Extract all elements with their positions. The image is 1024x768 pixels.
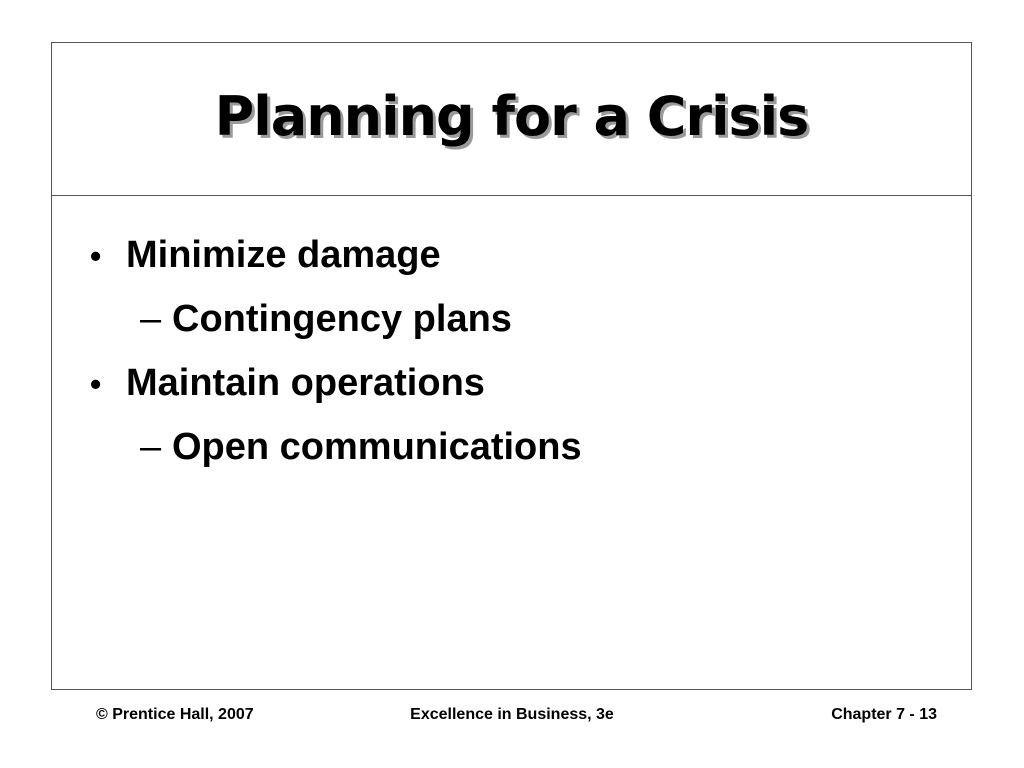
slide-title: Planning for a Crisis [214, 84, 809, 148]
bullet-item [90, 362, 485, 405]
title-area [52, 43, 971, 196]
slide-frame [51, 42, 972, 690]
footer-copyright: © Prentice Hall, 2007 [96, 706, 254, 723]
footer-chapter-page: Chapter 7 - 13 [831, 706, 937, 723]
dash-marker: – [140, 426, 162, 468]
dash-marker: – [140, 298, 162, 340]
bullet-marker: • [90, 238, 102, 274]
sub-bullet-text: Open communications [172, 426, 582, 468]
sub-bullet-item [140, 298, 512, 341]
bullet-item [90, 234, 441, 277]
sub-bullet-text: Contingency plans [172, 298, 512, 340]
bullet-text: Maintain operations [126, 362, 485, 404]
bullet-marker: • [90, 366, 102, 402]
footer-book-title: Excellence in Business, 3e [410, 706, 614, 723]
sub-bullet-item [140, 426, 582, 469]
bullet-text: Minimize damage [126, 234, 441, 276]
